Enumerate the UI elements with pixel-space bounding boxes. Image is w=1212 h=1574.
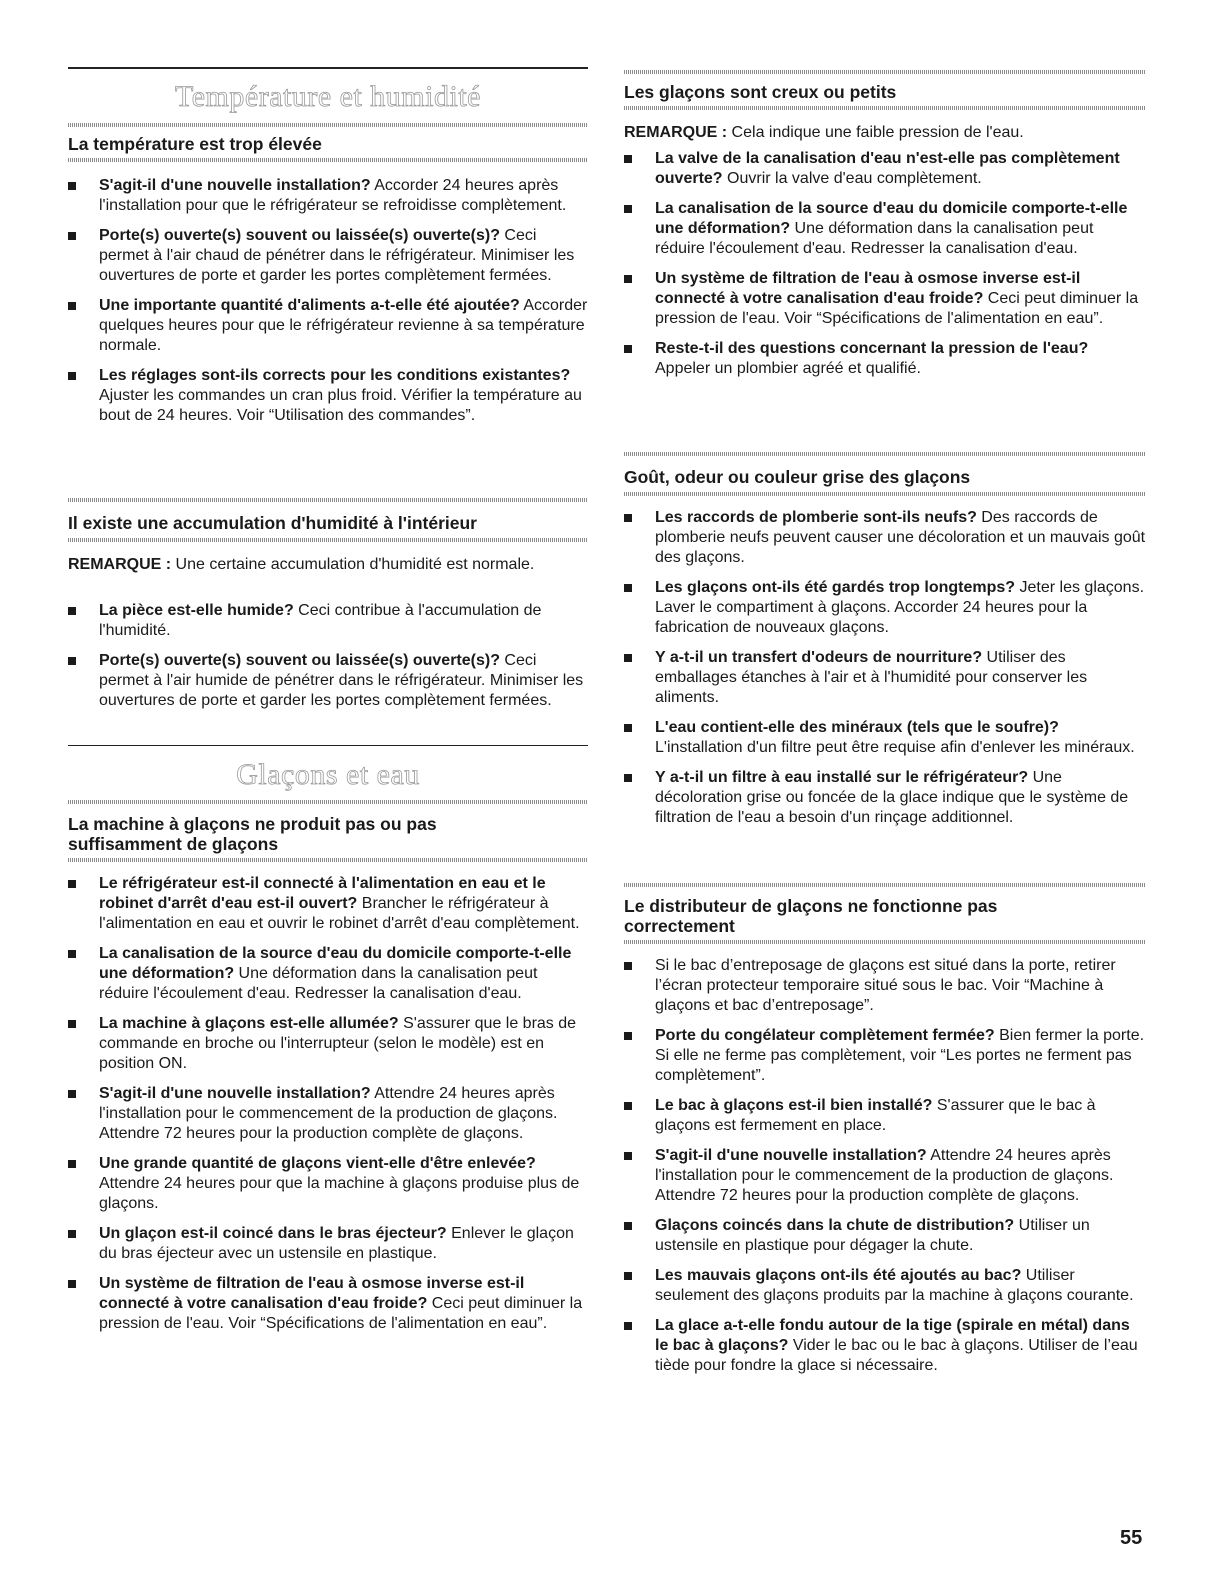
bullet-square-icon (624, 962, 632, 970)
list-ice-machine (68, 874, 588, 1344)
bullet-square-icon (68, 657, 76, 665)
item-question: La glace a-t-elle fondu autour de la tige (spirale en métal) dans le bac à glaçons? (655, 1317, 1130, 1354)
bullet-square-icon (624, 1272, 632, 1280)
item-question: Les réglages sont-ils corrects pour les conditions existantes? (99, 367, 571, 384)
item-question: La valve de la canalisation d'eau n'est-elle pas complètement ouverte? (655, 150, 1120, 187)
subheading-hollow-ice: Les glaçons sont creux ou petits (624, 82, 897, 102)
list-item (624, 1146, 1146, 1206)
bullet-list (68, 176, 588, 426)
subheading-line: correctement (624, 916, 735, 936)
item-answer: Attendre 24 heures pour que la machine à glaçons produise plus de glaçons. (99, 1175, 580, 1212)
bullet-square-icon (624, 1152, 632, 1160)
list-item (624, 956, 1146, 1016)
list-item (624, 269, 1146, 329)
list-item (68, 944, 588, 1004)
list-dispenser (624, 956, 1146, 1386)
list-item (624, 339, 1146, 379)
bullet-square-icon (624, 275, 632, 283)
bullet-list (624, 508, 1146, 828)
bullet-list (624, 149, 1146, 379)
list-item (624, 1316, 1146, 1376)
item-answer: Accorder quelques heures pour que le réfrigérateur revienne à sa température normale. (99, 297, 588, 354)
item-answer: Utiliser un ustensile en plastique pour dégager la chute. (655, 1217, 1090, 1254)
bullet-square-icon (624, 205, 632, 213)
item-answer: Ceci contribue à l'accumulation de l'humidité. (99, 602, 542, 639)
item-answer: S'assurer que le bras de commande en broche ou l'interrupteur (selon le modèle) est en position ON. (99, 1015, 577, 1072)
item-question: Une grande quantité de glaçons vient-elle d'être enlevée? (99, 1155, 536, 1172)
item-answer: Vider le bac ou le bac à glaçons. Utiliser de l’eau tiède pour fondre la glace si nécessaire. (655, 1337, 1138, 1374)
list-item (68, 296, 588, 356)
list-item (68, 226, 588, 286)
bullet-square-icon (68, 372, 76, 380)
hatch-divider (624, 106, 1146, 110)
hatch-divider (68, 123, 588, 127)
item-answer: Ceci permet à l'air humide de pénétrer dans le réfrigérateur. Minimiser les ouvertures de porte et garder les portes complètement fermées. (99, 652, 584, 709)
list-item (624, 1266, 1146, 1306)
item-question: Le réfrigérateur est-il connecté à l'alimentation en eau et le robinet d'arrêt d'eau est-il ouvert? (99, 875, 546, 912)
item-answer: Ceci permet à l'air chaud de pénétrer dans le réfrigérateur. Minimiser les ouvertures de porte et garder les portes complètement fermées. (99, 227, 575, 284)
bullet-square-icon (624, 584, 632, 592)
section-title-temperature: Température et humidité (175, 80, 481, 113)
item-answer: Brancher le réfrigérateur à l'alimentation en eau et ouvrir le robinet d'arrêt d'eau complètement. (99, 895, 580, 932)
item-question: Les mauvais glaçons ont-ils été ajoutés au bac? (655, 1267, 1022, 1284)
list-item (68, 874, 588, 934)
list-item (624, 1096, 1146, 1136)
hatch-divider (624, 492, 1146, 496)
hatch-divider (68, 158, 588, 162)
item-answer: Jeter les glaçons. Laver le compartiment à glaçons. Accorder 24 heures pour la fabrication de nouveaux glaçons. (655, 579, 1145, 636)
item-question: Reste-t-il des questions concernant la pression de l'eau? (655, 340, 1089, 357)
item-question: Les raccords de plomberie sont-ils neufs? (655, 509, 977, 526)
item-question: La canalisation de la source d'eau du domicile comporte-t-elle une déformation? (655, 200, 1128, 237)
bullet-square-icon (624, 1032, 632, 1040)
list-item (68, 1084, 588, 1144)
note-humidity (68, 555, 588, 575)
bullet-square-icon (68, 1230, 76, 1238)
item-question: Un système de filtration de l'eau à osmose inverse est-il connecté à votre canalisation d'eau froide? (99, 1275, 525, 1312)
list-hollow-ice (624, 149, 1146, 389)
bullet-square-icon (68, 1160, 76, 1168)
item-answer: Appeler un plombier agréé et qualifié. (655, 360, 921, 377)
hatch-divider (624, 883, 1146, 887)
list-item (68, 651, 588, 711)
item-question: L'eau contient-elle des minéraux (tels que le soufre)? (655, 719, 1059, 736)
hatch-divider (624, 452, 1146, 456)
item-answer: L'installation d'un filtre peut être requise afin d'enlever les minéraux. (655, 739, 1135, 756)
item-question: Un système de filtration de l'eau à osmose inverse est-il connecté à votre canalisation d'eau froide? (655, 270, 1081, 307)
bullet-square-icon (624, 724, 632, 732)
bullet-square-icon (624, 1222, 632, 1230)
item-answer: Attendre 24 heures après l'installation pour le commencement de la production de glaçons. Attendre 72 heures pour la production complète de glaçons. (99, 1085, 558, 1142)
bullet-square-icon (624, 345, 632, 353)
bullet-square-icon (624, 654, 632, 662)
list-item (68, 176, 588, 216)
item-question: Une importante quantité d'aliments a-t-elle été ajoutée? (99, 297, 520, 314)
item-answer: Utiliser des emballages étanches à l'air et à l'humidité pour conserver les aliments. (655, 649, 1088, 706)
bullet-square-icon (68, 1020, 76, 1028)
item-question: Porte(s) ouverte(s) souvent ou laissée(s) ouverte(s)? (99, 227, 500, 244)
item-question: La canalisation de la source d'eau du domicile comporte-t-elle une déformation? (99, 945, 572, 982)
list-item (624, 648, 1146, 708)
item-question: La pièce est-elle humide? (99, 602, 294, 619)
item-answer: Enlever le glaçon du bras éjecteur avec un ustensile en plastique. (99, 1225, 574, 1262)
item-question: S'agit-il d'une nouvelle installation? (99, 177, 371, 194)
bullet-square-icon (68, 880, 76, 888)
note-label: REMARQUE : (624, 124, 728, 141)
item-answer: Une déformation dans la canalisation peut réduire l'écoulement d'eau. Redresser la canalisation d'eau. (99, 965, 538, 1002)
item-question: S'agit-il d'une nouvelle installation? (99, 1085, 371, 1102)
hatch-divider (68, 498, 588, 502)
hatch-divider (68, 858, 588, 862)
item-question: Le bac à glaçons est-il bien installé? (655, 1097, 933, 1114)
section-rule (68, 745, 588, 746)
list-item (624, 578, 1146, 638)
hatch-divider (68, 538, 588, 542)
bullet-list (68, 874, 588, 1334)
note-hollow-ice (624, 123, 1146, 143)
list-item (624, 1216, 1146, 1256)
item-answer: Des raccords de plomberie neufs peuvent causer une décoloration et un mauvais goût des glaçons. (655, 509, 1146, 566)
list-humidity (68, 601, 588, 721)
section-rule (68, 67, 588, 69)
list-item (624, 768, 1146, 828)
list-item (624, 508, 1146, 568)
note-text: Une certaine accumulation d'humidité est normale. (171, 556, 535, 573)
hatch-divider (624, 70, 1146, 74)
item-answer: Une déformation dans la canalisation peut réduire l'écoulement d'eau. Redresser la canalisation d'eau. (655, 220, 1094, 257)
list-item (68, 1014, 588, 1074)
hatch-divider (624, 940, 1146, 944)
section-title-ice: Glaçons et eau (236, 758, 420, 791)
note-label: REMARQUE : (68, 556, 172, 573)
item-question: Les glaçons ont-ils été gardés trop longtemps? (655, 579, 1016, 596)
bullet-square-icon (68, 302, 76, 310)
list-item (624, 1026, 1146, 1086)
list-item (68, 1274, 588, 1334)
item-answer: Ouvrir la valve d'eau complètement. (722, 170, 982, 187)
bullet-square-icon (624, 155, 632, 163)
item-answer: Utiliser seulement des glaçons produits par la machine à glaçons courante. (655, 1267, 1134, 1304)
list-item (68, 366, 588, 426)
subheading-line: La machine à glaçons ne produit pas ou pas (68, 814, 437, 834)
item-question: S'agit-il d'une nouvelle installation? (655, 1147, 927, 1164)
note-text: Cela indique une faible pression de l'eau. (727, 124, 1024, 141)
item-question: Porte du congélateur complètement fermée? (655, 1027, 995, 1044)
page-number: 55 (1120, 1527, 1143, 1549)
item-answer: Attendre 24 heures après l'installation pour le commencement de la production de glaçons. Attendre 72 heures pour la production complète de glaçons. (655, 1147, 1114, 1204)
item-answer: S'assurer que le bac à glaçons est fermement en place. (655, 1097, 1096, 1134)
bullet-square-icon (68, 1280, 76, 1288)
subheading-dispenser (624, 896, 1146, 936)
item-question: La machine à glaçons est-elle allumée? (99, 1015, 399, 1032)
list-item (624, 718, 1146, 758)
item-answer: Accorder 24 heures après l'installation pour que le réfrigérateur se refroidisse complètement. (99, 177, 567, 214)
bullet-square-icon (68, 232, 76, 240)
item-answer: Ajuster les commandes un cran plus froid. Vérifier la température au bout de 24 heures. Voir “Utilisation des commandes”. (99, 387, 582, 424)
item-answer: Ceci peut diminuer la pression de l'eau. Voir “Spécifications de l'alimentation en eau”. (99, 1295, 583, 1332)
list-item (68, 1224, 588, 1264)
subheading-line: Le distributeur de glaçons ne fonctionne pas (624, 896, 998, 916)
item-question: Glaçons coincés dans la chute de distribution? (655, 1217, 1015, 1234)
item-question: Porte(s) ouverte(s) souvent ou laissée(s) ouverte(s)? (99, 652, 500, 669)
bullet-square-icon (624, 1322, 632, 1330)
item-answer: Ceci peut diminuer la pression de l'eau. Voir “Spécifications de l'alimentation en eau”. (655, 290, 1139, 327)
item-answer: Si le bac d’entreposage de glaçons est situé dans la porte, retirer l’écran protecteur temporaire situé sous le bac. Voir “Machine à glaçons et bac d’entreposage”. (655, 957, 1116, 1014)
subheading-humidity: Il existe une accumulation d'humidité à l'intérieur (68, 513, 477, 533)
list-item (68, 601, 588, 641)
bullet-square-icon (624, 514, 632, 522)
subheading-ice-machine (68, 814, 588, 854)
bullet-list (68, 601, 588, 711)
bullet-square-icon (68, 1090, 76, 1098)
bullet-square-icon (68, 607, 76, 615)
bullet-square-icon (624, 1102, 632, 1110)
list-item (624, 149, 1146, 189)
item-question: Y a-t-il un transfert d'odeurs de nourriture? (655, 649, 983, 666)
bullet-square-icon (624, 774, 632, 782)
subheading-line: suffisamment de glaçons (68, 834, 279, 854)
subheading-temperature-high: La température est trop élevée (68, 134, 322, 154)
hatch-divider (68, 800, 588, 804)
item-answer: Une décoloration grise ou foncée de la glace indique que le système de filtration de l'eau a besoin d'un rinçage additionnel. (655, 769, 1129, 826)
item-question: Y a-t-il un filtre à eau installé sur le réfrigérateur? (655, 769, 1029, 786)
list-temperature-high (68, 176, 588, 436)
list-item (624, 199, 1146, 259)
bullet-square-icon (68, 950, 76, 958)
list-taste (624, 508, 1146, 838)
bullet-list (624, 956, 1146, 1376)
bullet-square-icon (68, 182, 76, 190)
item-answer: Bien fermer la porte. Si elle ne ferme pas complètement, voir “Les portes ne ferment pas complètement”. (655, 1027, 1145, 1084)
item-question: Un glaçon est-il coincé dans le bras éjecteur? (99, 1225, 447, 1242)
subheading-taste: Goût, odeur ou couleur grise des glaçons (624, 467, 971, 487)
list-item (68, 1154, 588, 1214)
